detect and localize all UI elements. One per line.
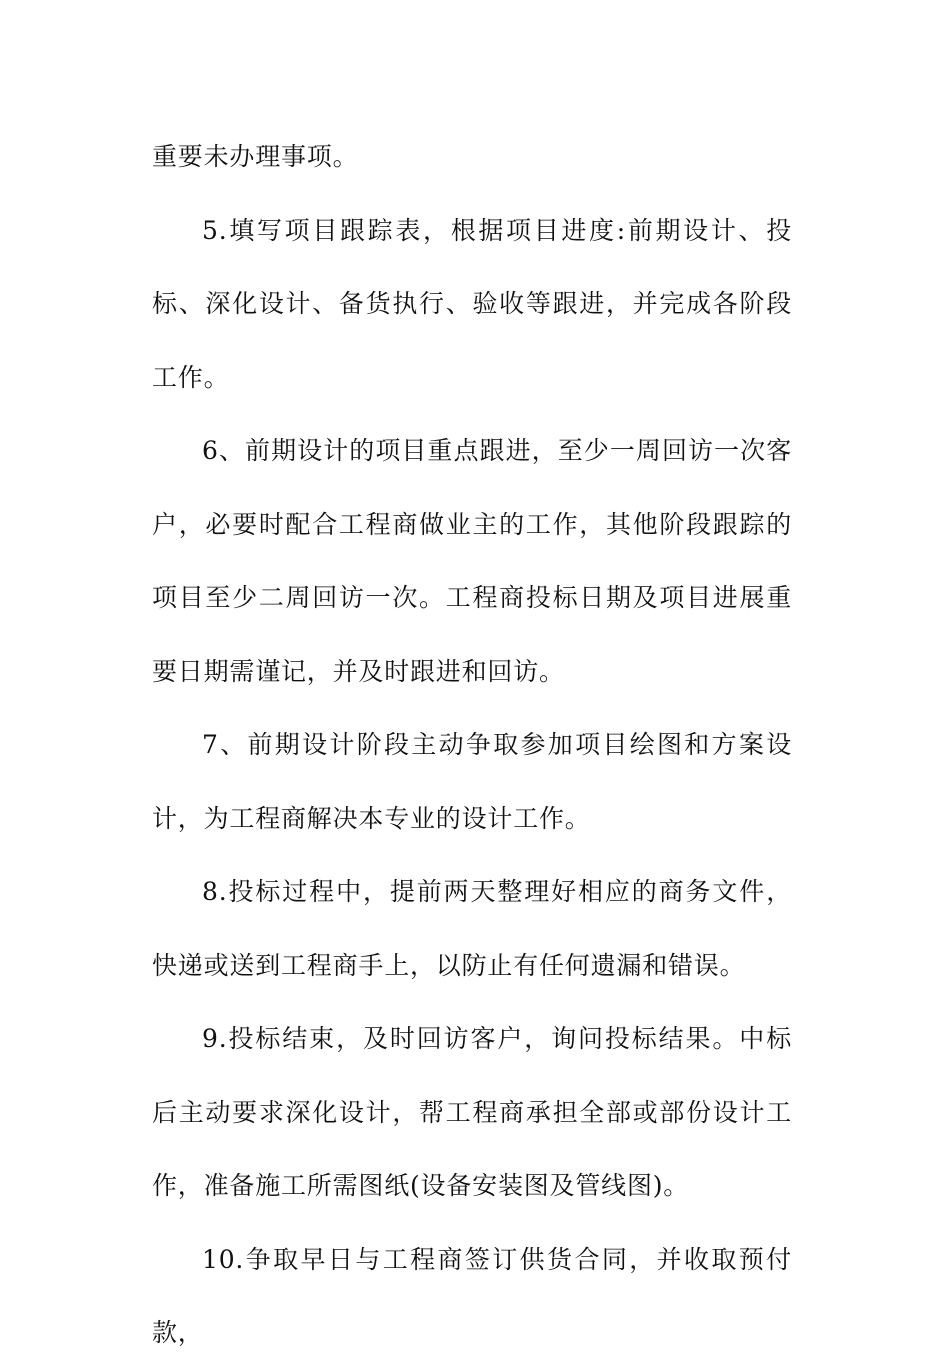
paragraph-continuation: 重要未办理事项。 — [152, 142, 359, 171]
paragraph-item-9: 9.投标结束，及时回访客户，询问投标结果。中标后主动要求深化设计，帮工程商承担全部或部份设计工作，准备施工所需图纸(设备安装图及管线图)。 — [152, 1024, 792, 1200]
paragraph-item-10: 10.争取早日与工程商签订供货合同，并收取预付款， — [152, 1244, 792, 1347]
document-body — [152, 120, 792, 1370]
paragraph-item-7: 7、前期设计阶段主动争取参加项目绘图和方案设计，为工程商解决本专业的设计工作。 — [152, 730, 792, 833]
paragraph-item-6: 6、前期设计的项目重点跟进，至少一周回访一次客户，必要时配合工程商做业主的工作，其他阶段跟踪的项目至少二周回访一次。工程商投标日期及项目进展重要日期需谨记，并及时跟进和回访。 — [152, 436, 792, 686]
paragraph-item-8: 8.投标过程中，提前两天整理好相应的商务文件，快递或送到工程商手上，以防止有任何遗漏和错误。 — [152, 877, 792, 980]
paragraph-item-5: 5.填写项目跟踪表，根据项目进度:前期设计、投标、深化设计、备货执行、验收等跟进，并完成各阶段工作。 — [152, 215, 792, 392]
